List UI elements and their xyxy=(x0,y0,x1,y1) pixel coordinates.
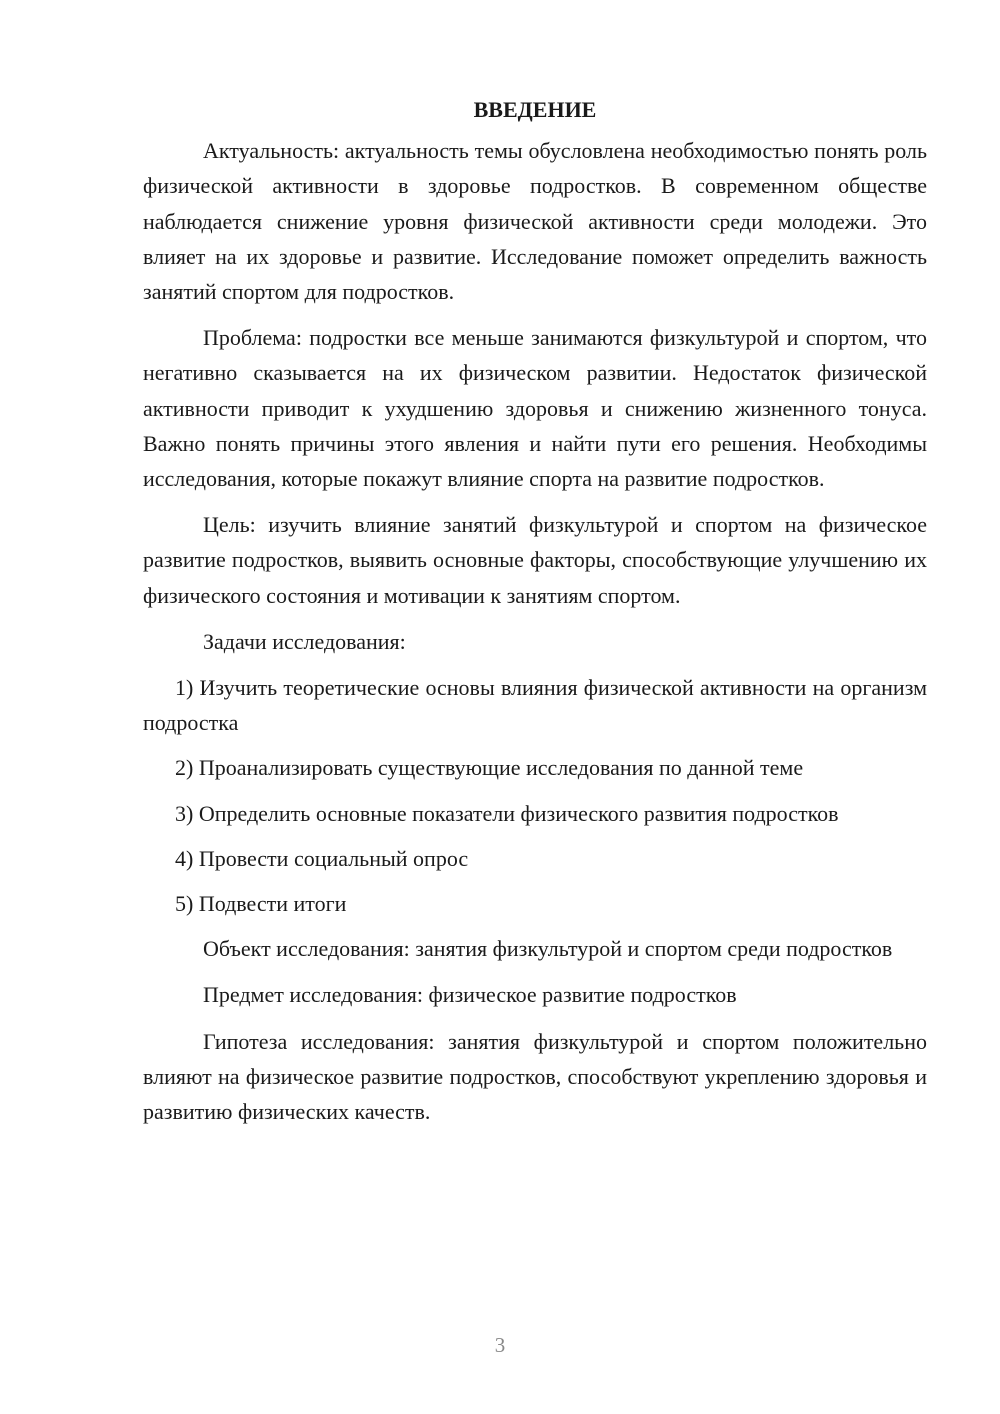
task-item-4: 4) Провести социальный опрос xyxy=(175,845,469,871)
paragraph-goal: Цель: изучить влияние занятий физкультурой и спортом на физическое развитие подростков, выявить основные факторы, способствующие улучшению их физического состояния и мотивации к занятиям спортом. xyxy=(143,512,927,608)
paragraph-hypothesis: Гипотеза исследования: занятия физкультурой и спортом положительно влияют на физическое развитие подростков, способствуют укреплению здоровья и развитию физических качеств. xyxy=(143,1028,927,1125)
tasks-heading: Задачи исследования: xyxy=(203,628,406,654)
paragraph-relevance: Актуальность: актуальность темы обусловлена необходимостью понять роль физической активности в здоровье подростков. В современном обществе наблюдается снижение уровня физической активности среди молодежи. Это влияет на их здоровье и развитие. Исследование поможет определить важность занятий спортом для подростков. xyxy=(143,138,927,305)
paragraph-object: Объект исследования: занятия физкультурой и спортом среди подростков xyxy=(203,936,893,962)
task-item-1: 1) Изучить теоретические основы влияния физической активности на организм подростка xyxy=(143,675,927,736)
page-number: 3 xyxy=(494,1333,506,1357)
section-title: ВВЕДЕНИЕ xyxy=(473,97,597,122)
task-item-5: 5) Подвести итоги xyxy=(175,891,347,917)
paragraph-subject: Предмет исследования: физическое развитие подростков xyxy=(203,982,737,1008)
page-content xyxy=(143,92,927,1140)
task-item-2: 2) Проанализировать существующие исследования по данной теме xyxy=(175,755,804,781)
paragraph-problem: Проблема: подростки все меньше занимаются физкультурой и спортом, что негативно сказывается на их физическом развитии. Недостаток физической активности приводит к ухудшению здоровья и снижению жизненного тонуса. Важно понять причины этого явления и найти пути его решения. Необходимы исследования, которые покажут влияние спорта на развитие подростков. xyxy=(143,325,927,492)
task-item-3: 3) Определить основные показатели физического развития подростков xyxy=(175,800,839,826)
